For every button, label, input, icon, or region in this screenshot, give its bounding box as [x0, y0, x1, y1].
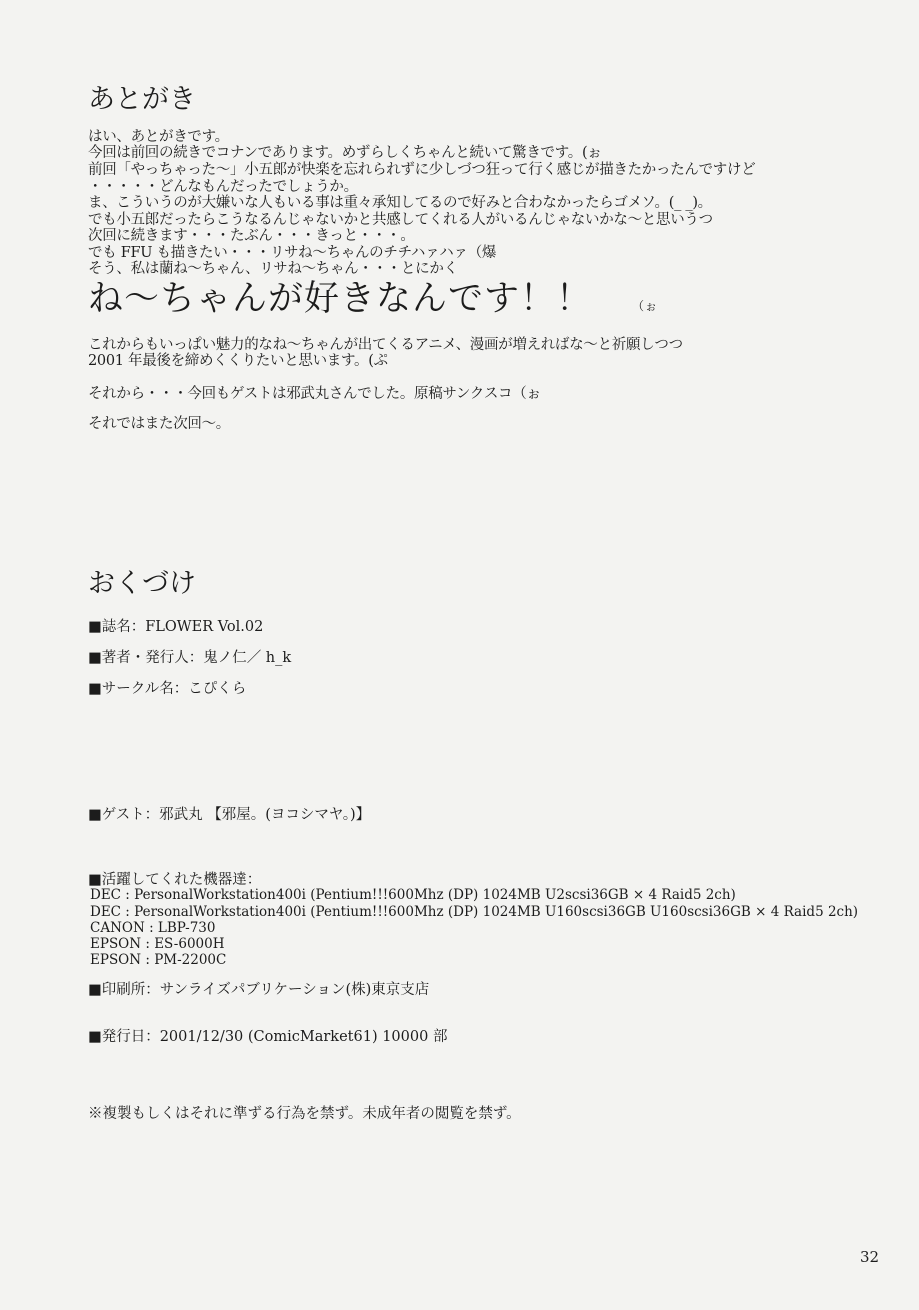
closing-line: それから・・・今回もゲストは邪武丸さんでした。原稿サンクスコ（ぉ — [88, 386, 541, 402]
emphasis-aside: （ぉ — [632, 299, 659, 313]
afterword-line: ・・・・・どんなもんだったでしょうか。 — [88, 179, 358, 195]
colophon-heading: おくづけ — [88, 568, 196, 599]
equipment-item: EPSON : ES-6000H — [90, 936, 225, 952]
closing-line: これからもいっぱい魅力的なね～ちゃんが出てくるアニメ、漫画が増えればな～と祈願しつつ — [88, 337, 683, 353]
afterword-line: 前回「やっちゃった～」小五郎が快楽を忘れられずに少しづつ狂って行く感じが描きたかったんですけど — [88, 162, 756, 178]
afterword-line: でも FFU も描きたい・・・リサね～ちゃんのチチハァハァ（爆 — [88, 245, 497, 261]
colophon-printer: ■印刷所：サンライズパブリケーション(株)東京支店 — [88, 982, 430, 998]
afterword-line: はい、あとがきです。 — [88, 129, 229, 145]
colophon-circle: ■サークル名：こぴくら — [88, 681, 247, 697]
copyright-notice: ※複製もしくはそれに準ずる行為を禁ず。未成年者の閲覧を禁ず。 — [88, 1106, 521, 1122]
colophon-author: ■著者・発行人：鬼ノ仁／ h_k — [88, 650, 292, 666]
afterword-line: 今回は前回の続きでコナンであります。めずらしくちゃんと続いて驚きです。(ぉ — [88, 145, 602, 161]
afterword-line: ま、こういうのが大嫌いな人もいる事は重々承知してるので好みと合わなかったらゴメソ。(_ _)。 — [88, 195, 712, 211]
equipment-item: EPSON : PM-2200C — [90, 952, 227, 968]
equipment-item: DEC : PersonalWorkstation400i (Pentium!!!600Mhz (DP) 1024MB U2scsi36GB × 4 Raid5 2ch) — [90, 887, 736, 903]
afterword-line: 次回に続きます・・・たぶん・・・きっと・・・。 — [88, 228, 415, 244]
afterword-heading: あとがき — [88, 84, 196, 115]
closing-line: それではまた次回～。 — [88, 416, 230, 432]
colophon-magazine: ■誌名：FLOWER Vol.02 — [88, 619, 264, 635]
closing-line: 2001 年最後を締めくくりたいと思います。(ぷ — [88, 353, 388, 369]
afterword-line: でも小五郎だったらこうなるんじゃないかと共感してくれる人がいるんじゃないかな～と思いうつ — [88, 212, 713, 228]
emphasis-text: ね～ちゃんが好きなんです！！ — [88, 279, 593, 319]
equipment-heading: ■活躍してくれた機器達： — [88, 872, 262, 888]
afterword-line: そう、私は蘭ね～ちゃん、リサね～ちゃん・・・とにかく — [88, 261, 458, 277]
colophon-guest: ■ゲスト：邪武丸 【邪屋。(ヨコシマヤ。)】 — [88, 807, 371, 823]
equipment-item: CANON : LBP-730 — [90, 920, 216, 936]
equipment-item: DEC : PersonalWorkstation400i (Pentium!!!600Mhz (DP) 1024MB U160scsi36GB U160scsi36GB × 4 Raid5 2ch) — [90, 904, 859, 920]
colophon-date: ■発行日：2001/12/30 (ComicMarket61) 10000 部 — [88, 1029, 448, 1045]
emphasis-line — [88, 279, 659, 319]
page-number: 32 — [860, 1248, 880, 1266]
